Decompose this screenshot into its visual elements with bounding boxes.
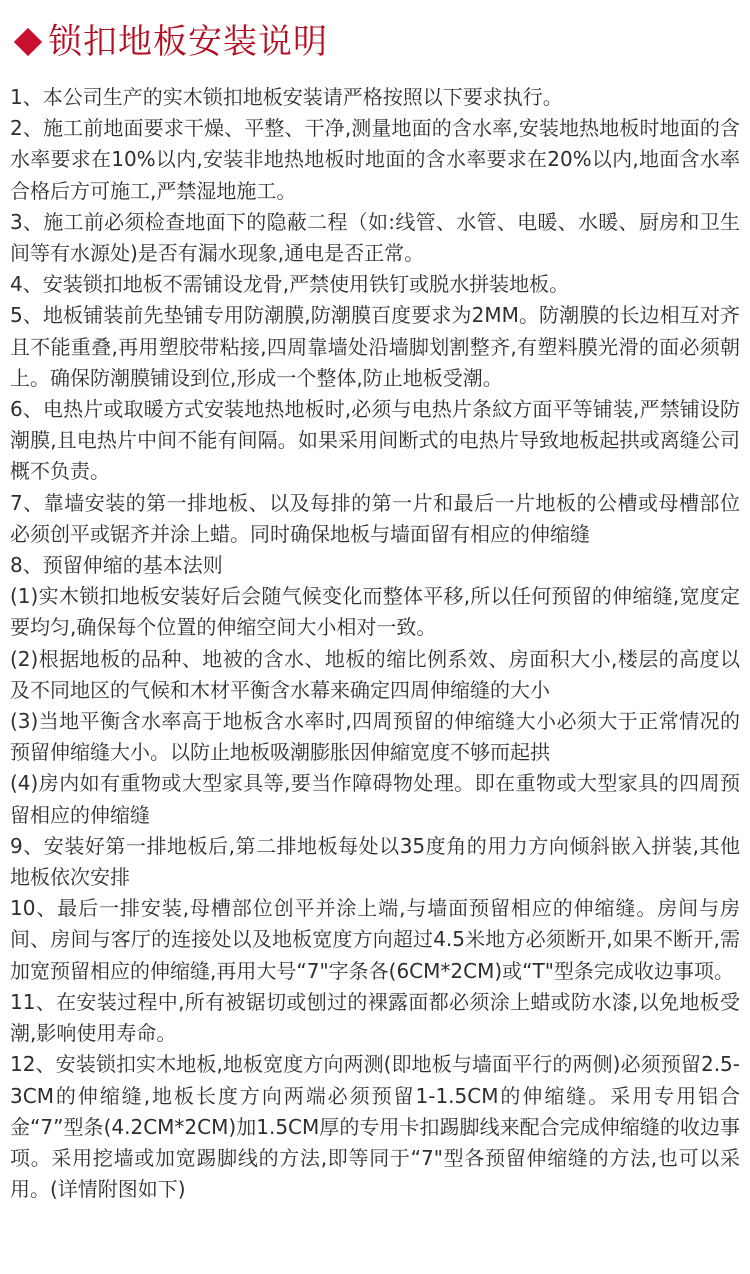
instruction-item-2: 2、施工前地面要求干燥、平整、干净,测量地面的含水率,安装地热地板时地面的含水率要求在10%以内,安装非地热地板时地面的含水率要求在20%以内,地面含水率合格后方可施工,严禁湿地施工。 xyxy=(10,116,740,203)
instruction-item-7: 7、靠墙安装的第一排地板、以及每排的第一片和最后一片地板的公槽或母槽部位必须创平或锯齐并涂上蜡。同时确保地板与墙面留有相应的伸缩缝 xyxy=(10,490,740,546)
instruction-item-10: 10、最后一排安装,母槽部位创平并涂上端,与墙面预留相应的伸缩缝。房间与房间、房间与客厅的连接处以及地板宽度方向超过4.5米地方必须断开,如果不断开,需加宽预留相应的伸缩缝,再用大号“7"字条各(6CM*2CM)或“T"型条完成收边事项。 xyxy=(10,896,740,983)
diamond-icon xyxy=(14,28,42,56)
instruction-item-11: 11、在安装过程中,所有被锯切或刨过的裸露面都必须涂上蜡或防水漆,以免地板受潮,影响使用寿命。 xyxy=(10,989,740,1046)
instruction-item-3: 3、施工前必须检查地面下的隐蔽二程（如:线管、水管、电暖、水暖、厨房和卫生间等有水源处)是否有漏水现象,通电是否正常。 xyxy=(10,209,740,266)
instruction-item-1: 1、本公司生产的实木锁扣地板安装请严格按照以下要求执行。 xyxy=(10,85,563,109)
instruction-item-6: 6、电热片或取暖方式安装地热地板时,必须与电热片条紋方面平等铺装,严禁铺设防潮膜,且电热片中间不能有间隔。如果采用间断式的电热片导致地板起拱或离缝公司概不负责。 xyxy=(10,397,740,484)
instruction-item-9: 9、安装好第一排地板后,第二排地板每处以35度角的用力方向倾斜嵌入拼装,其他地板依次安排 xyxy=(10,833,740,890)
instruction-item-5: 5、地板铺装前先垫铺专用防潮膜,防潮膜百度要求为2MM。防潮膜的长边相互对齐且不能重叠,再用塑胶带粘接,四周靠墙处沿墙脚划割整齐,有塑料膜光滑的面必须朝上。确保防潮膜铺设到位,形成一个整体,防止地板受潮。 xyxy=(10,303,740,390)
instruction-list xyxy=(10,82,740,1205)
instruction-item-8: 8、预留伸缩的基本法则 xyxy=(10,553,223,578)
instruction-subitem-8-1: (1)实木锁扣地板安装好后会随气候变化而整体平移,所以任何预留的伸缩缝,宽度定要均匀,确保每个位置的伸缩空间大小相对一致。 xyxy=(10,584,740,640)
page-title: 锁扣地板安装说明 xyxy=(48,22,328,62)
instruction-subitem-8-2: (2)根据地板的品种、地被的含水、地板的缩比例系效、房面积大小,楼层的高度以及不同地区的气候和木材平衡含水幕来确定四周伸缩缝的大小 xyxy=(10,646,740,702)
instruction-item-12: 12、安装锁扣实木地板,地板宽度方向两测(即地板与墙面平行的两侧)必须预留2.5-3CM的伸缩缝,地板长度方向两端必须预留1-1.5CM的伸缩缝。采用专用铝合金“7”型条(4.2CM*2CM)加1.5CM厚的专用卡扣踢脚线来配合完成伸缩缝的收边事项。采用挖墙或加宽踢脚线的方法,即等同于“7"型各预留伸缩缝的方法,也可以采用。(详情附图如下) xyxy=(10,1052,740,1202)
instruction-item-4: 4、安装锁扣地板不需铺设龙骨,严禁使用铁钉或脱水拼装地板。 xyxy=(10,272,570,297)
instruction-subitem-8-3: (3)当地平衡含水率高于地板含水率时,四周预留的伸缩缝大小必须大于正常情况的预留伸缩缝大小。以防止地板吸潮膨胀因伸縮宽度不够而起拱 xyxy=(10,709,740,765)
instruction-subitem-8-4: (4)房内如有重物或大型家具等,要当作障碍物处理。即在重物或大型家具的四周预留相应的伸缩缝 xyxy=(10,771,740,827)
title-row xyxy=(10,16,740,68)
